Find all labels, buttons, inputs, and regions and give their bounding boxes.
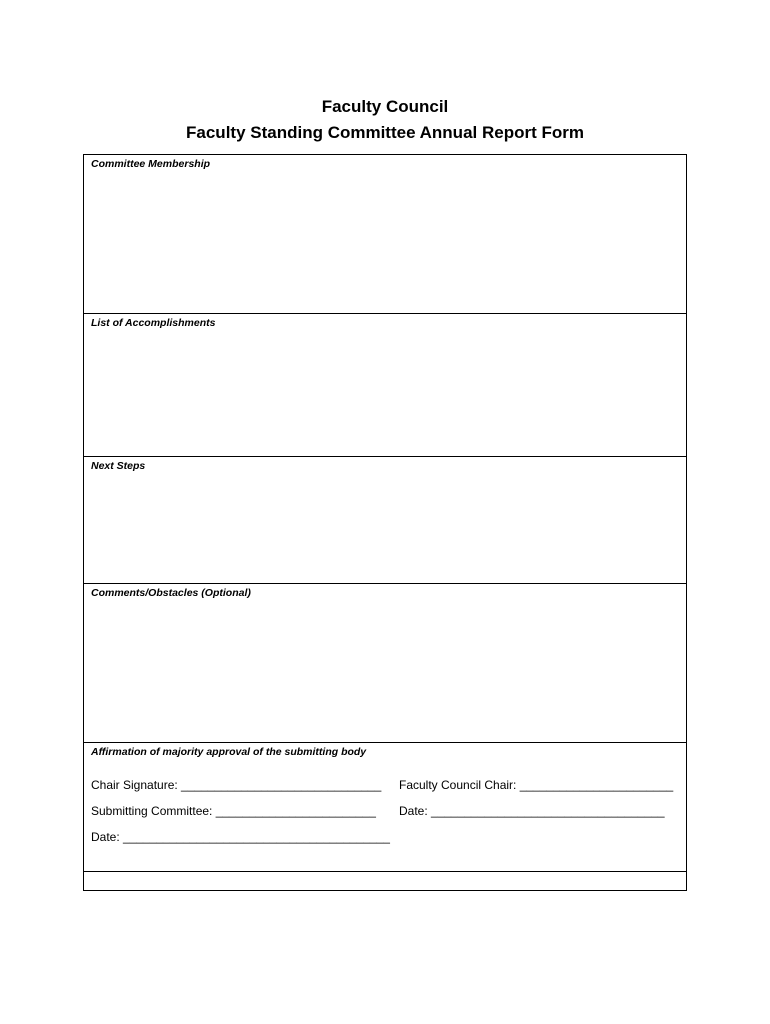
accomplishments-section[interactable]	[84, 314, 686, 457]
empty-footer-row	[84, 872, 686, 890]
chair-signature-field[interactable]: Chair Signature: ______________________________	[91, 778, 382, 792]
affirmation-section	[84, 743, 686, 872]
date-right-field[interactable]: Date: ___________________________________	[399, 804, 665, 818]
report-form	[83, 154, 687, 891]
date-left-field[interactable]: Date: ________________________________________	[91, 830, 390, 844]
committee-membership-label: Committee Membership	[91, 158, 211, 170]
page-title: Faculty Council	[321, 97, 449, 116]
page-subtitle: Faculty Standing Committee Annual Report Form	[186, 123, 584, 142]
comments-obstacles-section[interactable]	[84, 584, 686, 743]
next-steps-section[interactable]	[84, 457, 686, 584]
comments-obstacles-label: Comments/Obstacles (Optional)	[91, 587, 251, 599]
affirmation-label: Affirmation of majority approval of the submitting body	[91, 746, 367, 758]
committee-membership-section[interactable]	[84, 155, 686, 314]
submitting-committee-field[interactable]: Submitting Committee: ________________________	[91, 804, 376, 818]
next-steps-label: Next Steps	[91, 460, 146, 472]
faculty-council-chair-field[interactable]: Faculty Council Chair: _______________________	[399, 778, 674, 792]
accomplishments-label: List of Accomplishments	[91, 317, 216, 329]
